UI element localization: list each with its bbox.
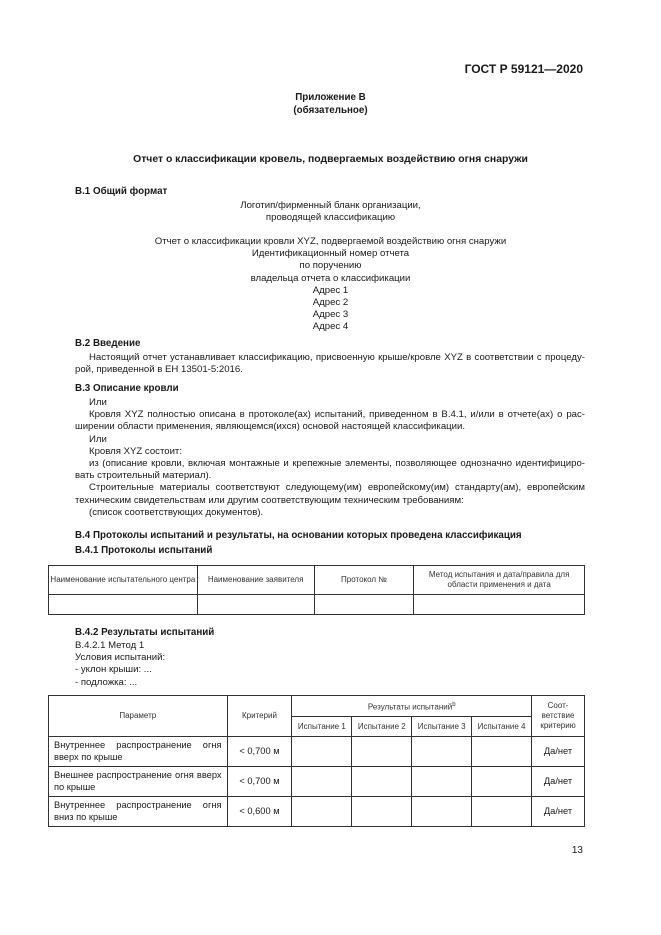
- annex-title: Приложение В: [295, 92, 366, 103]
- report-line: Адрес 2: [312, 297, 349, 309]
- table-cell: [292, 737, 352, 767]
- intro-paragraph: Настоящий отчет устанавливает классификацию, присвоенную крыше/кровле XYZ в соответствии с процеду- рой, приведенной в ЕН 13501-5:2016.: [75, 352, 585, 376]
- th-applicant: Наименование заявителя: [197, 566, 314, 595]
- th-test-4: Испытание 4: [472, 717, 532, 737]
- paragraph: Или: [89, 397, 107, 408]
- table-cell: [292, 767, 352, 797]
- report-line: Адрес 4: [312, 321, 349, 333]
- criterion-cell: < 0,700 м: [227, 767, 292, 797]
- paragraph: Кровля XYZ полностью описана в протоколе(ах) испытаний, приведенном в В.4.1, и/или в отчете(ах) о рас- ширении области применения, являющемся(ихся) основой настоящей классификации.: [75, 409, 585, 433]
- table-row: [49, 595, 585, 615]
- report-line: Отчет о классификации кровли XYZ, подвергаемой воздействию огня снаружи: [154, 236, 507, 247]
- conformity-cell: Да/нет: [532, 797, 585, 827]
- table-cell: [292, 797, 352, 827]
- table-row: [49, 767, 585, 797]
- param-cell: Внутреннее распространение огня вверх по крыше: [49, 737, 228, 767]
- th-test-2: Испытание 2: [352, 717, 412, 737]
- roof-description: [75, 397, 585, 519]
- th-test-1: Испытание 1: [292, 717, 352, 737]
- th-test-method: Метод испытания и дата/правила для области применения и дата: [414, 566, 585, 595]
- heading-b4: В.4 Протоколы испытаний и результаты, на основании которых проведена классификация: [75, 530, 522, 541]
- report-line: по поручению: [299, 260, 362, 272]
- table-header-row: [49, 696, 585, 717]
- table-header-row: [49, 566, 585, 595]
- conformity-cell: Да/нет: [532, 767, 585, 797]
- logo-line: проводящей классификацию: [265, 212, 396, 224]
- th-parameter: Параметр: [49, 696, 228, 737]
- paragraph: Или: [89, 433, 107, 445]
- table-cell: [352, 797, 412, 827]
- table-cell: [314, 595, 414, 615]
- heading-b1: В.1 Общий формат: [75, 186, 168, 197]
- standard-code: ГОСТ Р 59121—2020: [464, 62, 583, 76]
- criterion-cell: < 0,600 м: [227, 797, 292, 827]
- heading-b41: В.4.1 Протоколы испытаний: [75, 545, 213, 556]
- method-line: - уклон крыши: ...: [75, 664, 152, 676]
- table-cell: [49, 595, 198, 615]
- th-test-3: Испытание 3: [412, 717, 472, 737]
- table-cell: [352, 737, 412, 767]
- table-cell: [352, 767, 412, 797]
- paragraph: из (описание кровли, включая монтажные и крепежные элементы, позволяющее однозначно идентифициро- вать строительный материал).: [75, 458, 585, 482]
- table-row: [49, 737, 585, 767]
- report-line: Адрес 3: [312, 309, 349, 321]
- table-cell: [412, 797, 472, 827]
- report-block: [0, 236, 661, 334]
- heading-b2: В.2 Введение: [75, 338, 141, 349]
- th-test-center: Наименование испытательного центра: [49, 566, 198, 595]
- method-line: Условия испытаний:: [75, 652, 166, 664]
- table-row: [49, 797, 585, 827]
- doc-title: Отчет о классификации кровель, подвергаемых воздействию огня снаружи: [133, 154, 528, 165]
- conformity-cell: Да/нет: [532, 737, 585, 767]
- page-number: 13: [571, 845, 583, 856]
- th-results: Результаты испытаний$^b$: [292, 696, 532, 717]
- th-report-number: Протокол №: [314, 566, 414, 595]
- report-line: Идентификационный номер отчета: [251, 248, 410, 260]
- heading-b42: В.4.2 Результаты испытаний: [75, 627, 215, 638]
- method-line: - подложка: ...: [75, 676, 138, 688]
- logo-block: [0, 200, 661, 224]
- table-cell: [412, 767, 472, 797]
- method-line: В.4.2.1 Метод 1: [75, 640, 145, 651]
- annex-subtitle: (обязательное): [293, 105, 368, 116]
- test-reports-table: [48, 565, 585, 615]
- report-line: Адрес 1: [312, 284, 349, 296]
- logo-line: Логотип/фирменный бланк организации,: [240, 200, 421, 211]
- method-block: [75, 640, 165, 689]
- table-cell: [472, 797, 532, 827]
- paragraph: Кровля XYZ состоит:: [89, 445, 182, 457]
- table-cell: [472, 767, 532, 797]
- th-criterion: Критерий: [227, 696, 292, 737]
- criterion-cell: < 0,700 м: [227, 737, 292, 767]
- th-conformity: Соот- ветствие критерию: [532, 696, 585, 737]
- table-cell: [472, 737, 532, 767]
- test-results-table: [48, 695, 585, 827]
- paragraph: (список соответствующих документов).: [89, 506, 264, 518]
- table-cell: [197, 595, 314, 615]
- param-cell: Внутреннее распространение огня вниз по крыше: [49, 797, 228, 827]
- report-line: владельца отчета о классификации: [250, 272, 411, 284]
- table-cell: [414, 595, 585, 615]
- heading-b3: В.3 Описание кровли: [75, 383, 179, 394]
- param-cell: Внешнее распространение огня вверх по крыше: [49, 767, 228, 797]
- table-cell: [412, 737, 472, 767]
- paragraph: Строительные материалы соответствуют следующему(им) европейскому(им) стандарту(ам), европейским техническим свидетельствам или другим соответствующим техническим требованиям:: [75, 482, 585, 506]
